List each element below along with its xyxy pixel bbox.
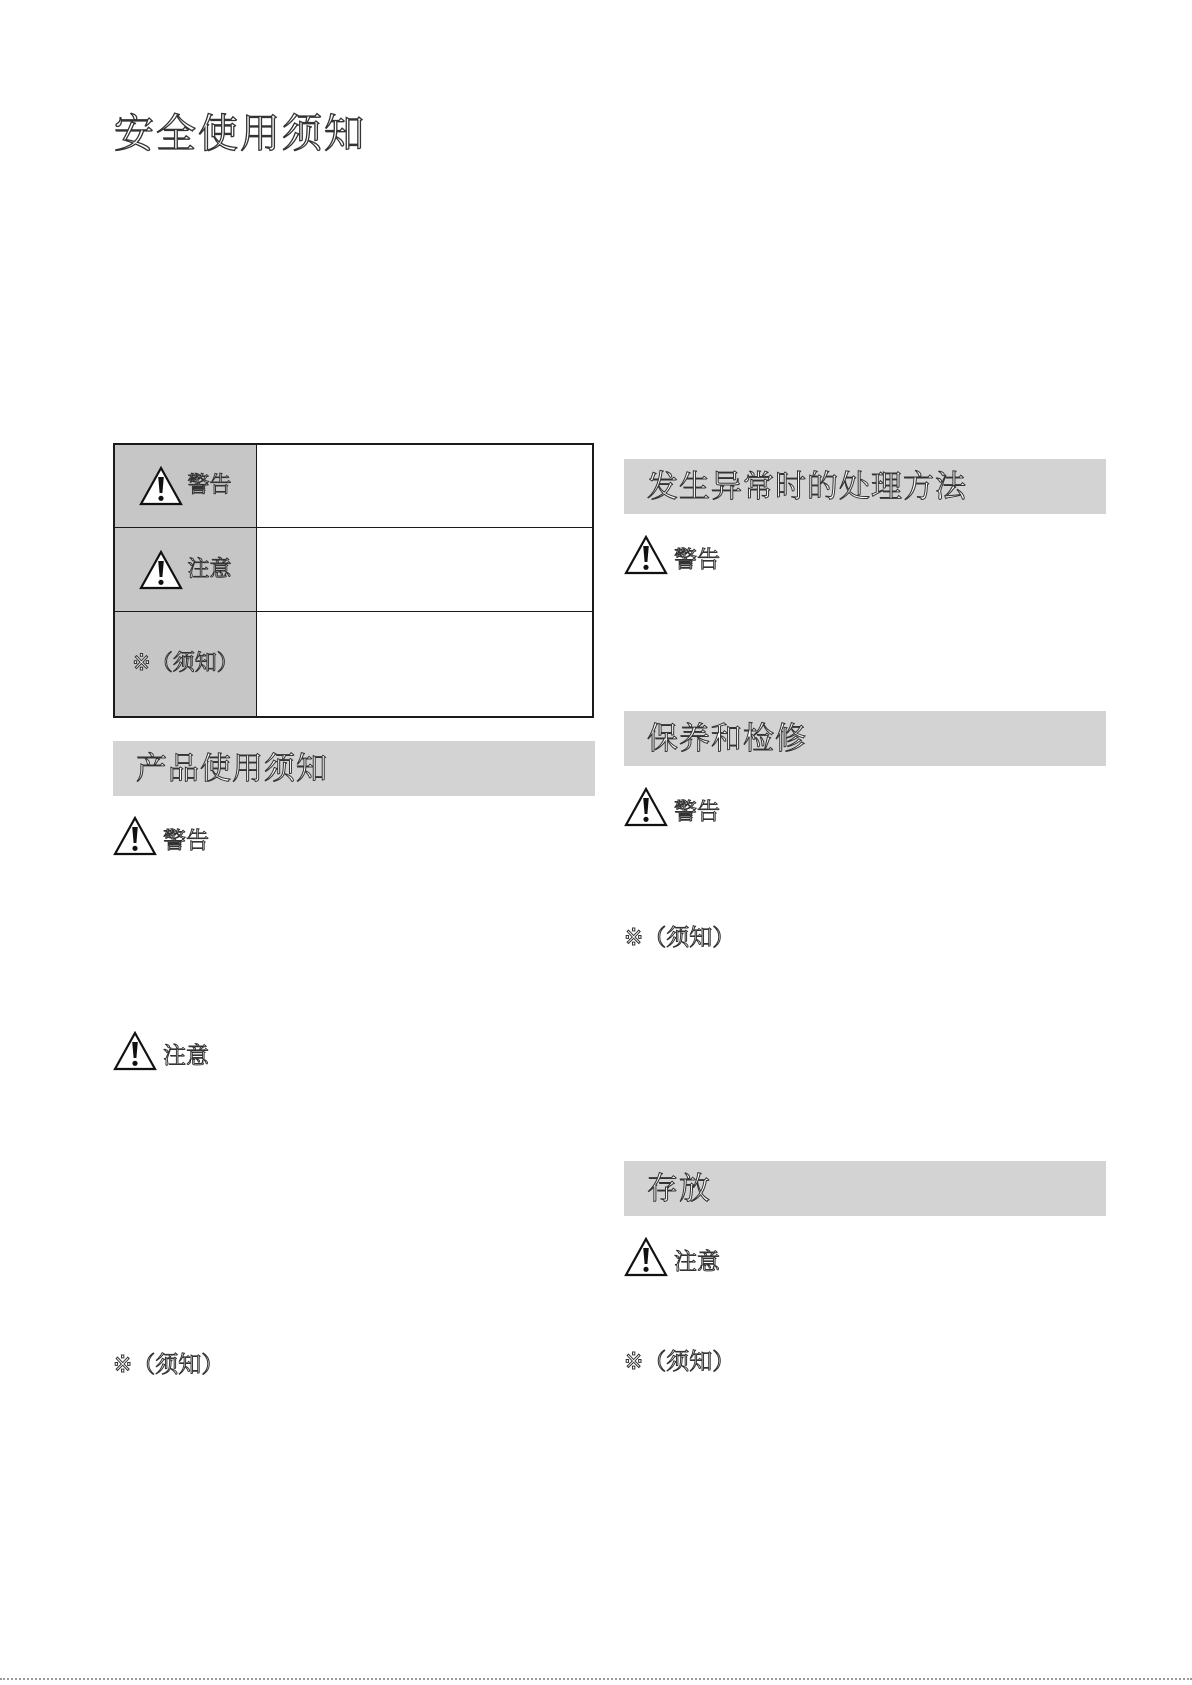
legend-key-warning: [115, 445, 257, 527]
section-header-maintenance: [624, 711, 1106, 766]
product-use-caution-label-row: [113, 1027, 209, 1071]
legend-notice-description: [257, 612, 592, 716]
legend-row-warning: [115, 445, 592, 528]
maintenance-warning-label-row: [624, 783, 720, 827]
maintenance-notice-row: [624, 922, 735, 954]
product-use-notice-label: ※（须知）: [113, 1352, 225, 1378]
legend-table: [113, 443, 594, 718]
product-use-warning-label-row: [113, 812, 209, 856]
product-use-caution-label: 注意: [163, 1043, 209, 1069]
storage-notice-row: [624, 1346, 735, 1378]
section-header-product-use: [113, 741, 595, 796]
section-title-maintenance: 保养和检修: [647, 720, 807, 757]
storage-notice-label: ※（须知）: [624, 1349, 736, 1375]
section-title-abnormal-handling: 发生异常时的处理方法: [647, 468, 967, 505]
maintenance-notice-label: ※（须知）: [624, 925, 736, 951]
legend-row-notice: [115, 612, 592, 716]
legend-caution-description: [257, 528, 592, 611]
warning-triangle-icon: [113, 816, 157, 856]
abnormal-warning-label: 警告: [674, 547, 720, 573]
legend-notice-label: ※（须知）: [132, 651, 239, 676]
legend-row-caution: [115, 528, 592, 612]
warning-triangle-icon: [139, 466, 183, 506]
legend-warning-description: [257, 445, 592, 527]
abnormal-warning-label-row: [624, 531, 720, 575]
product-use-warning-label: 警告: [163, 828, 209, 854]
section-title-storage: 存放: [647, 1170, 711, 1207]
section-title-product-use: 产品使用须知: [136, 750, 328, 787]
page-bottom-divider: [0, 1678, 1192, 1680]
page-title: 安全使用须知: [114, 111, 366, 157]
warning-triangle-icon: [624, 535, 668, 575]
warning-triangle-icon: [113, 1031, 157, 1071]
legend-key-notice: [115, 612, 257, 716]
product-use-notice-row: [113, 1349, 224, 1381]
warning-triangle-icon: [624, 1237, 668, 1277]
legend-warning-label: 警告: [187, 473, 232, 498]
maintenance-warning-label: 警告: [674, 799, 720, 825]
section-header-storage: [624, 1161, 1106, 1216]
warning-triangle-icon: [139, 550, 183, 590]
warning-triangle-icon: [624, 787, 668, 827]
storage-caution-label-row: [624, 1233, 720, 1277]
section-header-abnormal-handling: [624, 459, 1106, 514]
legend-caution-label: 注意: [187, 556, 232, 582]
legend-key-caution: [115, 528, 257, 611]
storage-caution-label: 注意: [674, 1249, 720, 1275]
